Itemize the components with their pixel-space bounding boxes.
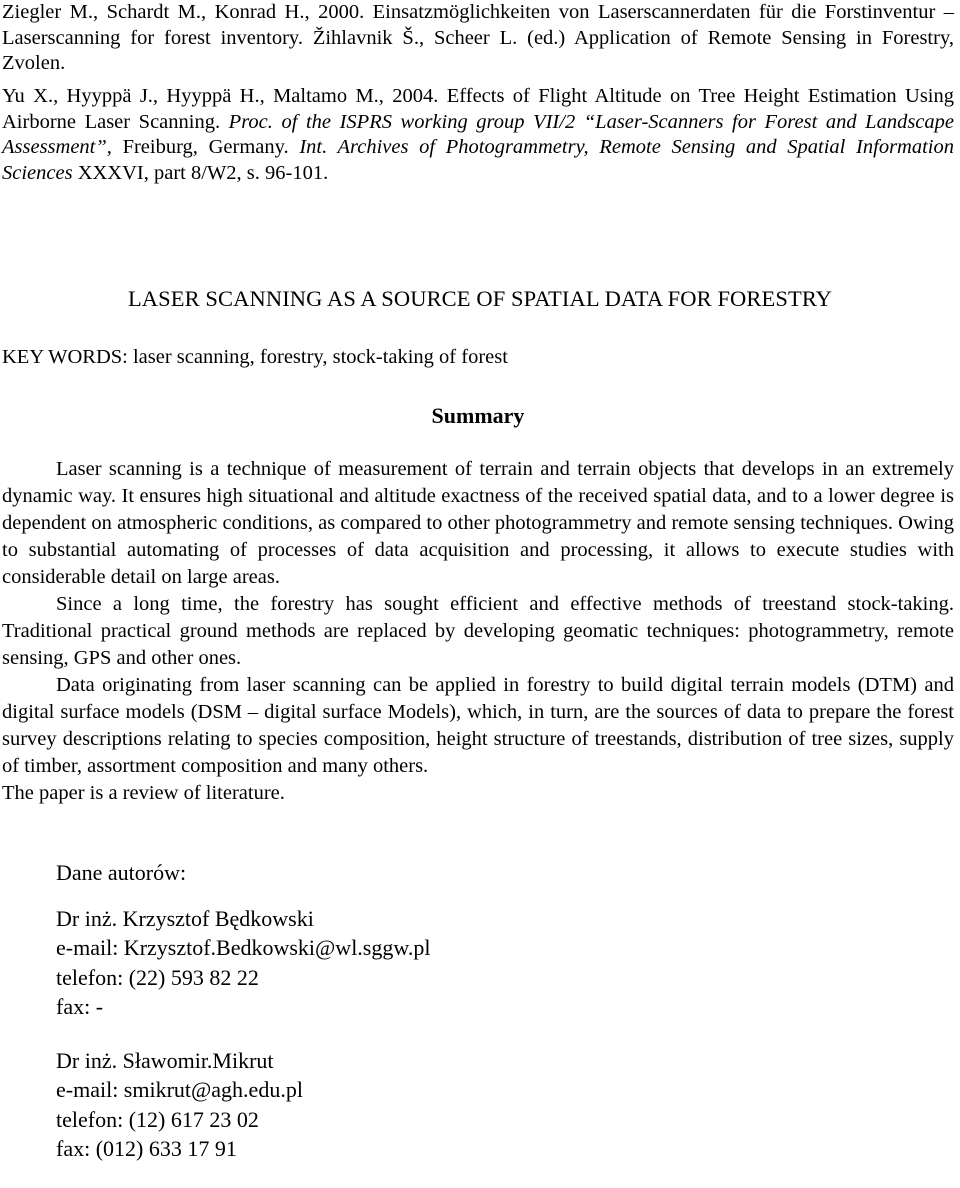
author-block-2 <box>56 1046 430 1164</box>
reference-yu-journal: Int. Archives of Photogrammetry, Remote Sensing and Spatial Information Sciences <box>2 136 954 184</box>
reference-ziegler-text: Ziegler M., Schardt M., Konrad H., 2000. Einsatzmöglichkeiten von Laserscannerdaten für die Forstinventur – Laserscanning for forest inventory. Žihlavnik Š., Scheer L. (ed.) Application of Remote Sensing in Forestry, Zvolen. <box>2 1 954 74</box>
summary-paragraph-2: Since a long time, the forestry has sought efficient and effective methods of treestand stock-taking. Traditional practical ground methods are replaced by developing geomatic techniques: photogrammetry, remote sensing, GPS and other ones. <box>2 593 954 669</box>
reference-yu-authors-title: Yu X., Hyyppä J., Hyyppä H., Maltamo M., 2004. Effects of Flight Altitude on Tree Height Estimation Using Airborne Laser Scanning. <box>2 85 954 133</box>
summary-body <box>2 456 954 807</box>
reference-yu <box>2 84 954 186</box>
author-email: e-mail: smikrut@agh.edu.pl <box>56 1077 303 1102</box>
reference-ziegler <box>2 0 954 77</box>
author-name: Dr inż. Sławomir.Mikrut <box>56 1047 274 1073</box>
summary-paragraph-4: The paper is a review of literature. <box>2 782 285 804</box>
author-phone: telefon: (12) 617 23 02 <box>56 1106 259 1132</box>
author-phone: telefon: (22) 593 82 22 <box>56 964 259 990</box>
author-fax: fax: (012) 633 17 91 <box>56 1136 237 1161</box>
author-name: Dr inż. Krzysztof Będkowski <box>56 905 314 931</box>
summary-paragraph-1: Laser scanning is a technique of measurement of terrain and terrain objects that develops in an extremely dynamic way. It ensures high situational and altitude exactness of the received spatial data, and to a lower degree is dependent on atmospheric conditions, as compared to other photogrammetry and remote sensing techniques. Owing to substantial automating of processes of data acquisition and processing, it allows to execute studies with considerable detail on large areas. <box>2 458 954 588</box>
summary-heading: Summary <box>431 403 525 428</box>
author-email: e-mail: Krzysztof.Bedkowski@wl.sggw.pl <box>56 935 431 960</box>
reference-yu-proceedings: Proc. of the ISPRS working group VII/2 “Laser-Scanners for Forest and Landscape Assessment”, <box>2 110 955 158</box>
author-fax: fax: - <box>56 994 104 1019</box>
author-contacts-label: Dane autorów: <box>56 860 187 885</box>
paper-title: LASER SCANNING AS A SOURCE OF SPATIAL DATA FOR FORESTRY <box>127 286 833 311</box>
summary-paragraph-3: Data originating from laser scanning can be applied in forestry to build digital terrain models (DTM) and digital surface models (DSM – digital surface Models), which, in turn, are the sources of data to prepare the forest survey descriptions relating to species composition, height structure of treestands, distribution of tree sizes, supply of timber, assortment composition and many others. <box>2 674 954 777</box>
author-block-1 <box>56 904 430 1022</box>
reference-yu-volume: XXXVI, part 8/W2, s. 96-101. <box>72 161 329 184</box>
keywords-line: KEY WORDS: laser scanning, forestry, stock-taking of forest <box>2 346 508 368</box>
reference-yu-location: Freiburg, Germany. <box>111 136 300 158</box>
author-contacts <box>56 858 430 1188</box>
